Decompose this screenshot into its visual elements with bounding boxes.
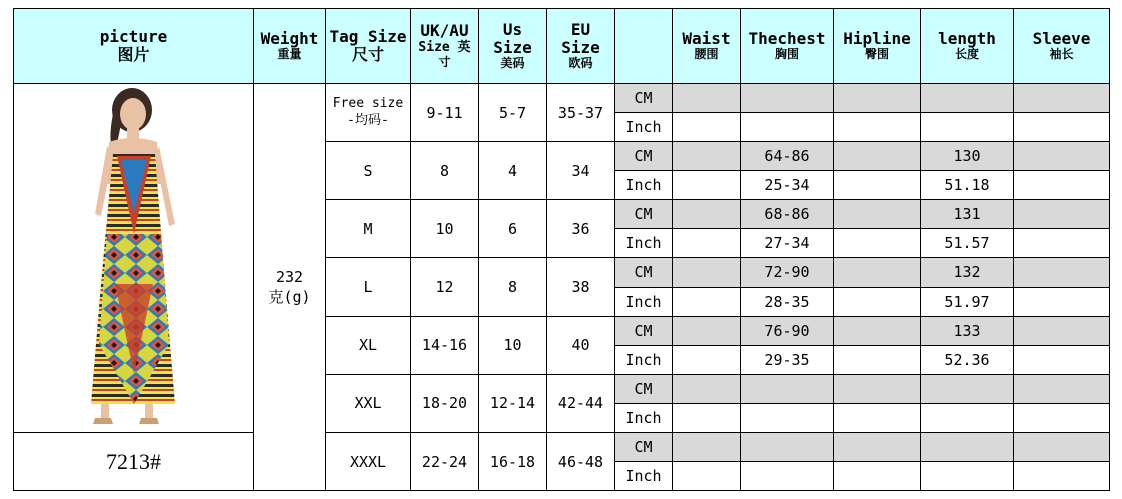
sleeve-inch-cell (1014, 404, 1110, 433)
us-cell: 10 (479, 316, 547, 374)
hip-cm-cell (834, 316, 921, 345)
eu-cell: 34 (547, 142, 615, 200)
waist-cm-cell (673, 316, 741, 345)
length-cm-cell (921, 84, 1014, 113)
header-chest: Thechest 胸围 (741, 9, 834, 84)
eu-cell: 38 (547, 258, 615, 316)
length-cm-cell: 133 (921, 316, 1014, 345)
hip-cm-cell (834, 374, 921, 403)
waist-inch-cell (673, 287, 741, 316)
sleeve-cm-cell (1014, 374, 1110, 403)
tag-size-cell: Free size -均码- (326, 84, 411, 142)
waist-inch-cell (673, 404, 741, 433)
product-picture-cell (14, 84, 254, 433)
chest-cm-cell: 76-90 (741, 316, 834, 345)
unit-inch: Inch (615, 345, 673, 374)
sleeve-cm-cell (1014, 316, 1110, 345)
unit-inch: Inch (615, 287, 673, 316)
waist-inch-cell (673, 345, 741, 374)
us-cell: 8 (479, 258, 547, 316)
product-code: 7213# (14, 433, 254, 491)
hip-inch-cell (834, 229, 921, 258)
length-cm-cell: 130 (921, 142, 1014, 171)
hip-inch-cell (834, 345, 921, 374)
unit-cm: CM (615, 433, 673, 462)
hip-inch-cell (834, 171, 921, 200)
size-chart-table (13, 8, 1110, 491)
header-row (14, 9, 1110, 84)
header-us: Us Size 美码 (479, 9, 547, 84)
length-inch-cell: 52.36 (921, 345, 1014, 374)
chest-cm-cell (741, 374, 834, 403)
chest-inch-cell (741, 113, 834, 142)
chest-inch-cell: 29-35 (741, 345, 834, 374)
sleeve-inch-cell (1014, 462, 1110, 491)
uk-au-cell: 22-24 (411, 433, 479, 491)
sleeve-cm-cell (1014, 142, 1110, 171)
unit-inch: Inch (615, 113, 673, 142)
length-inch-cell (921, 404, 1014, 433)
header-waist: Waist 腰围 (673, 9, 741, 84)
unit-inch: Inch (615, 404, 673, 433)
eu-cell: 36 (547, 200, 615, 258)
chest-cm-cell (741, 433, 834, 462)
header-length: length 长度 (921, 9, 1014, 84)
chest-cm-cell (741, 84, 834, 113)
length-inch-cell: 51.97 (921, 287, 1014, 316)
waist-cm-cell (673, 258, 741, 287)
chest-cm-cell: 68-86 (741, 200, 834, 229)
tag-size-cell: L (326, 258, 411, 316)
length-cm-cell (921, 374, 1014, 403)
table-row (14, 84, 1110, 113)
length-cm-cell: 131 (921, 200, 1014, 229)
uk-au-cell: 12 (411, 258, 479, 316)
uk-au-cell: 10 (411, 200, 479, 258)
weight-cell: 232 克(g) (254, 84, 326, 491)
hip-cm-cell (834, 258, 921, 287)
header-hipline: Hipline 臀围 (834, 9, 921, 84)
us-cell: 4 (479, 142, 547, 200)
uk-au-cell: 18-20 (411, 374, 479, 432)
header-uk-au: UK/AU Size 英 寸 (411, 9, 479, 84)
uk-au-cell: 8 (411, 142, 479, 200)
sleeve-cm-cell (1014, 200, 1110, 229)
header-eu: EU Size 欧码 (547, 9, 615, 84)
waist-cm-cell (673, 84, 741, 113)
waist-cm-cell (673, 433, 741, 462)
tag-size-cell: XXXL (326, 433, 411, 491)
header-unit (615, 9, 673, 84)
unit-cm: CM (615, 316, 673, 345)
unit-inch: Inch (615, 462, 673, 491)
waist-cm-cell (673, 374, 741, 403)
uk-au-cell: 9-11 (411, 84, 479, 142)
tag-size-cell: XL (326, 316, 411, 374)
eu-cell: 40 (547, 316, 615, 374)
us-cell: 16-18 (479, 433, 547, 491)
sleeve-inch-cell (1014, 287, 1110, 316)
waist-cm-cell (673, 200, 741, 229)
length-inch-cell (921, 113, 1014, 142)
chest-cm-cell: 72-90 (741, 258, 834, 287)
tag-size-cell: M (326, 200, 411, 258)
eu-cell: 46-48 (547, 433, 615, 491)
length-inch-cell (921, 462, 1014, 491)
waist-inch-cell (673, 113, 741, 142)
header-tag-size: Tag Size 尺寸 (326, 9, 411, 84)
unit-inch: Inch (615, 229, 673, 258)
us-cell: 12-14 (479, 374, 547, 432)
chest-cm-cell: 64-86 (741, 142, 834, 171)
sleeve-cm-cell (1014, 84, 1110, 113)
unit-inch: Inch (615, 171, 673, 200)
sleeve-cm-cell (1014, 433, 1110, 462)
eu-cell: 35-37 (547, 84, 615, 142)
length-inch-cell: 51.18 (921, 171, 1014, 200)
tag-size-cell: XXL (326, 374, 411, 432)
eu-cell: 42-44 (547, 374, 615, 432)
unit-cm: CM (615, 374, 673, 403)
model-dress-photo (15, 84, 253, 428)
header-weight: Weight 重量 (254, 9, 326, 84)
length-cm-cell: 132 (921, 258, 1014, 287)
length-cm-cell (921, 433, 1014, 462)
chest-inch-cell: 25-34 (741, 171, 834, 200)
table-row (14, 433, 1110, 462)
waist-inch-cell (673, 229, 741, 258)
chest-inch-cell (741, 404, 834, 433)
waist-inch-cell (673, 462, 741, 491)
waist-cm-cell (673, 142, 741, 171)
hip-inch-cell (834, 287, 921, 316)
chest-inch-cell: 28-35 (741, 287, 834, 316)
sleeve-inch-cell (1014, 113, 1110, 142)
us-cell: 5-7 (479, 84, 547, 142)
sleeve-inch-cell (1014, 229, 1110, 258)
uk-au-cell: 14-16 (411, 316, 479, 374)
hip-inch-cell (834, 113, 921, 142)
chest-inch-cell (741, 462, 834, 491)
tag-size-cell: S (326, 142, 411, 200)
chest-inch-cell: 27-34 (741, 229, 834, 258)
hip-cm-cell (834, 433, 921, 462)
length-inch-cell: 51.57 (921, 229, 1014, 258)
waist-inch-cell (673, 171, 741, 200)
header-sleeve: Sleeve 袖长 (1014, 9, 1110, 84)
hip-cm-cell (834, 84, 921, 113)
sleeve-inch-cell (1014, 171, 1110, 200)
header-picture: picture 图片 (14, 9, 254, 84)
unit-cm: CM (615, 200, 673, 229)
sleeve-cm-cell (1014, 258, 1110, 287)
hip-cm-cell (834, 142, 921, 171)
unit-cm: CM (615, 142, 673, 171)
sleeve-inch-cell (1014, 345, 1110, 374)
hip-inch-cell (834, 462, 921, 491)
hip-cm-cell (834, 200, 921, 229)
unit-cm: CM (615, 258, 673, 287)
hip-inch-cell (834, 404, 921, 433)
us-cell: 6 (479, 200, 547, 258)
unit-cm: CM (615, 84, 673, 113)
